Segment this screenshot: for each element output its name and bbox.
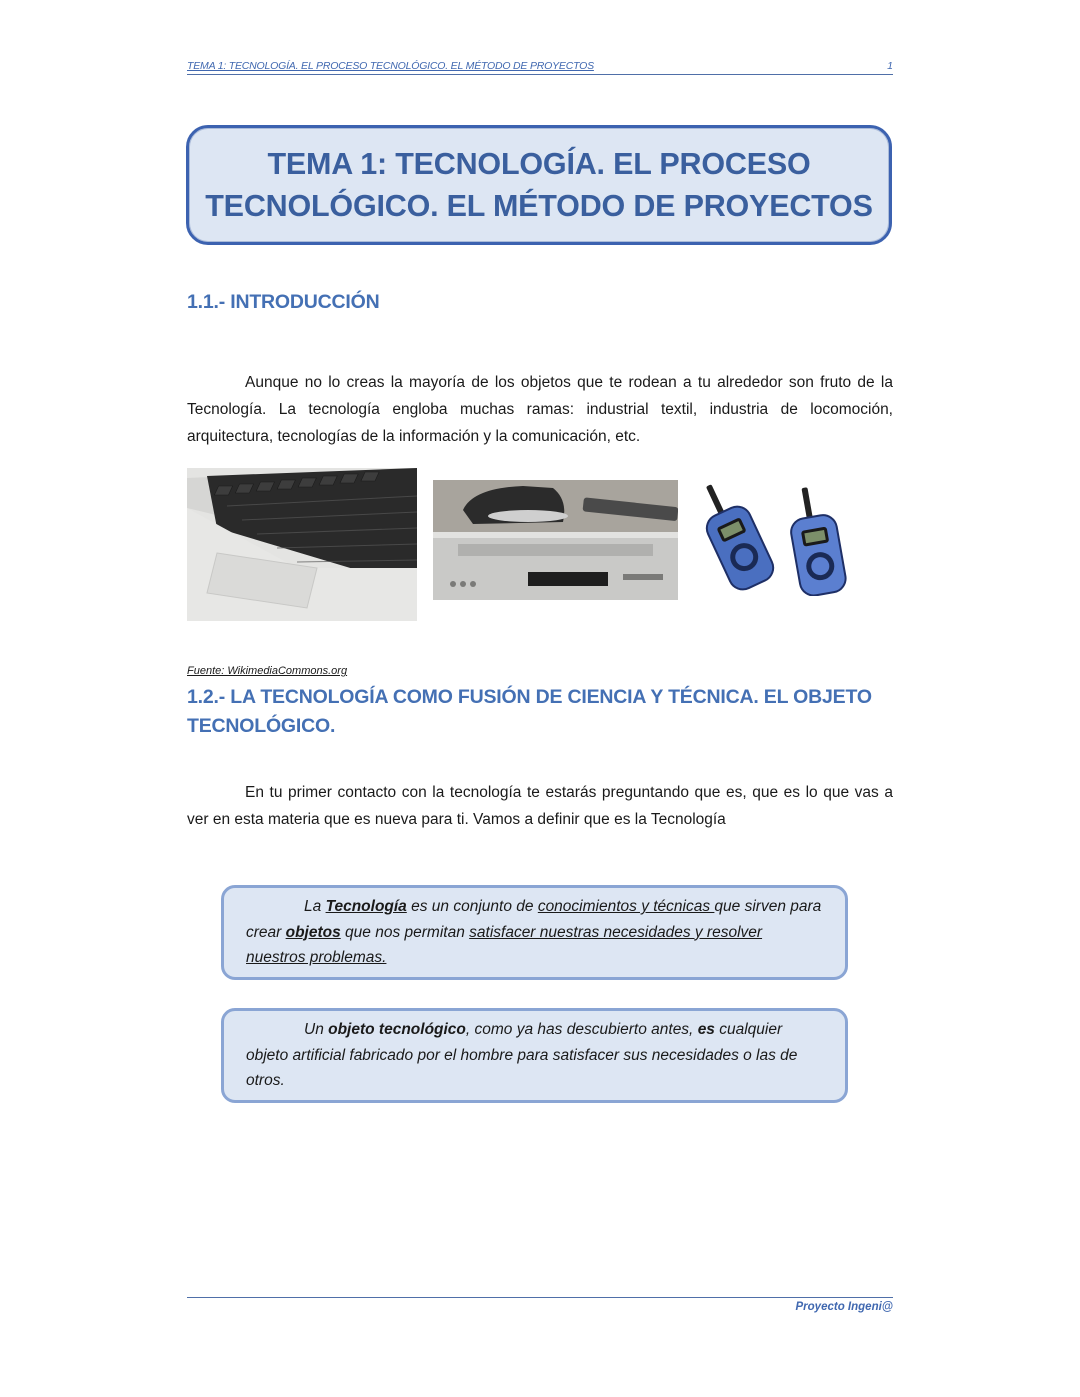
section-heading-line-2: TECNOLÓGICO. xyxy=(187,715,336,737)
page-number: 1 xyxy=(887,60,893,72)
intro-paragraph xyxy=(187,369,893,450)
def1-text-1: La xyxy=(304,898,326,915)
def2-text-3: , como ya has descubierto antes, xyxy=(465,1021,698,1038)
def1-text-7: que nos permitan xyxy=(340,923,470,941)
def2-term-es: es xyxy=(697,1021,715,1038)
definition-box-objeto-tecnologico xyxy=(221,1008,848,1103)
def2-term-objeto-tecnologico: objeto tecnológico xyxy=(328,1021,466,1038)
laptop-keyboard-image xyxy=(187,468,417,621)
section-heading-introduccion: 1.1.- INTRODUCCIÓN xyxy=(187,291,380,313)
page-footer xyxy=(187,1297,893,1313)
def1-text-conocimientos: conocimientos y técnicas xyxy=(537,898,715,915)
def1-term-tecnologia: Tecnología xyxy=(325,898,407,915)
running-header xyxy=(187,60,893,75)
def2-text-5: cualquier objeto artificial fabricado por el hombre para satisfacer sus necesidades o las de otros. xyxy=(246,1021,798,1089)
section-heading-line-1: 1.2.- LA TECNOLOGÍA COMO FUSIÓN DE CIENCIA Y TÉCNICA. EL OBJETO xyxy=(187,686,872,708)
chapter-title-box xyxy=(186,125,892,245)
chapter-title-line-1: TEMA 1: TECNOLOGÍA. EL PROCESO xyxy=(267,147,811,181)
def1-text-3: es un conjunto de xyxy=(406,898,538,915)
image-source-caption: Fuente: WikimediaCommons.org xyxy=(187,665,348,677)
section2-paragraph xyxy=(187,779,893,833)
def1-text-satisfacer: satisfacer nuestras necesidades y resolver nuestros problemas. xyxy=(246,923,763,966)
section-heading-tecnologia xyxy=(187,683,872,741)
vcr-player-image xyxy=(433,480,678,600)
running-title: TEMA 1: TECNOLOGÍA. EL PROCESO TECNOLÓGICO. EL MÉTODO DE PROYECTOS xyxy=(187,60,594,72)
section2-paragraph-text: En tu primer contacto con la tecnología te estarás preguntando que es, que es lo que vas a ver en esta materia que es nueva para ti. Vamos a definir que es la Tecnología xyxy=(187,784,893,828)
def2-text-1: Un xyxy=(304,1021,329,1038)
def1-text-5: que sirven para crear xyxy=(246,898,822,941)
chapter-title-line-2: TECNOLÓGICO. EL MÉTODO DE PROYECTOS xyxy=(205,189,873,223)
walkie-talkies-image xyxy=(695,478,870,596)
definition-box-tecnologia xyxy=(221,885,848,980)
def1-term-objetos: objetos xyxy=(285,923,341,941)
intro-paragraph-text: Aunque no lo creas la mayoría de los objetos que te rodean a tu alrededor son fruto de la Tecnología. La tecnología engloba muchas ramas: industrial textil, industria de locomoción, arquitectura, tecnologías de la información y la comunicación, etc. xyxy=(187,374,893,445)
footer-project-name: Proyecto Ingeni@ xyxy=(795,1301,893,1313)
